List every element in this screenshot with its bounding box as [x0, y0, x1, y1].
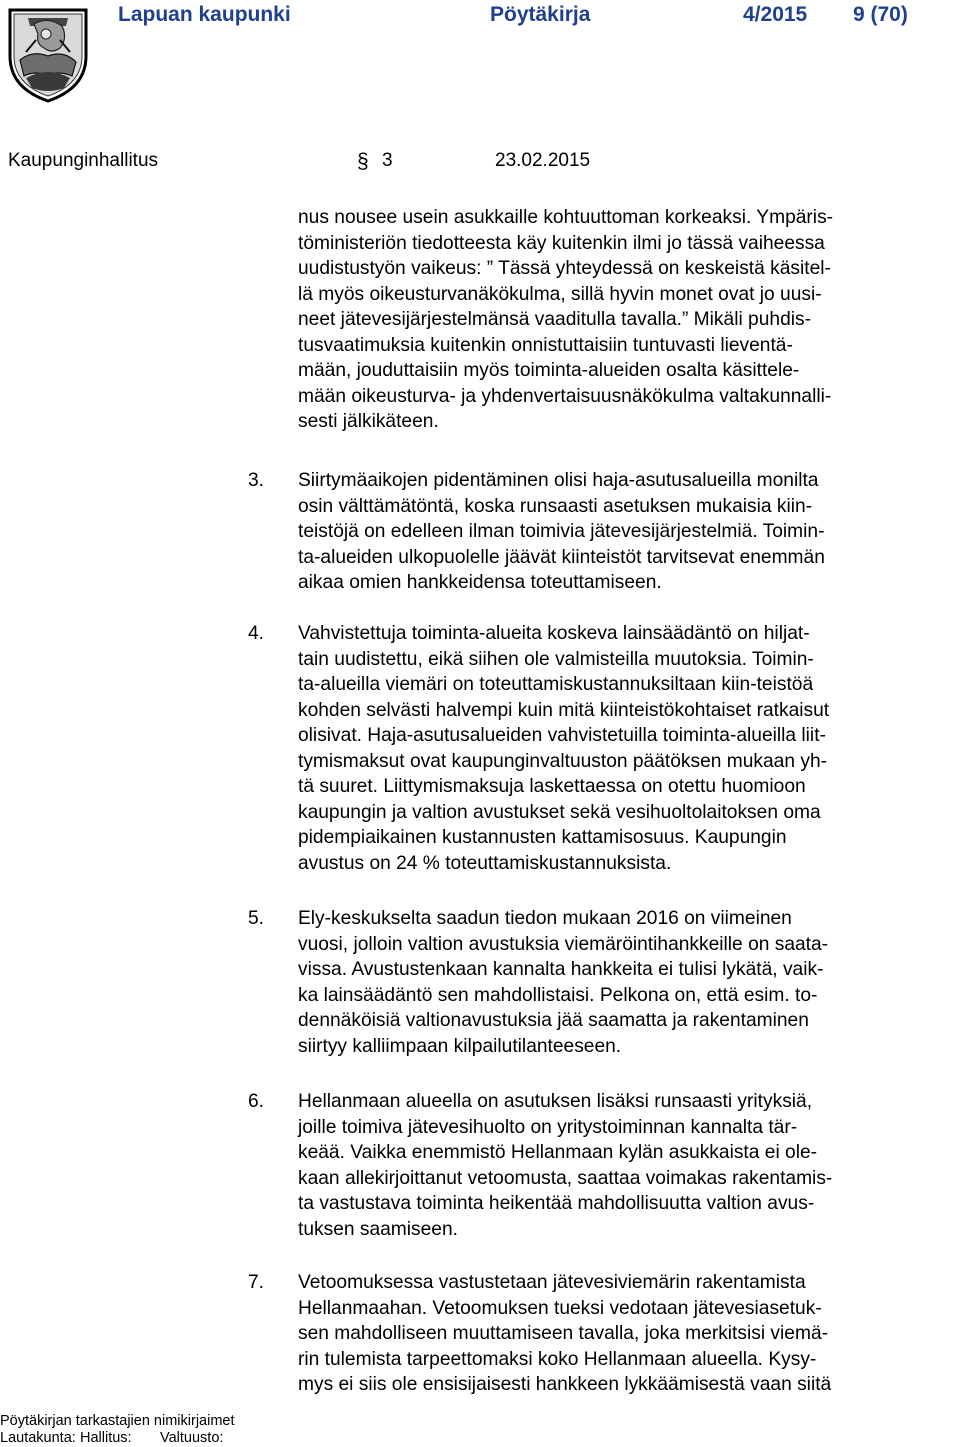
- text-line: ta vastustava toiminta heikentää mahdollisuutta valtion avus-: [298, 1193, 815, 1214]
- text-line: tymismaksut ovat kaupunginvaltuuston päätöksen mukaan yh-: [298, 750, 828, 772]
- text-line: neet jätevesijärjestelmänsä vaaditulla tavalla.” Mikäli puhdis-: [298, 309, 811, 330]
- item-number: 4.: [248, 623, 265, 644]
- text-line: mään oikeusturva- ja yhdenvertaisuusnäkökulma valtakunnalli-: [298, 385, 832, 407]
- text-line: töministeriön tiedotteesta käy kuitenkin ilmi jo tässä vaiheessa: [298, 232, 825, 254]
- text-line: siirtyy kalliimpaan kilpailutilanteeseen.: [298, 1035, 622, 1057]
- text-line: keää. Vaikka enemmistö Hellanmaan kylän asukkaista ei ole-: [298, 1142, 818, 1163]
- text-line: Hellanmaan alueella on asutuksen lisäksi runsaasti yrityksiä,: [298, 1091, 813, 1112]
- text-line: ta-alueiden ulkopuolelle jäävät kiinteistöt tarvitsevat enemmän: [298, 546, 825, 568]
- signature-footer: [0, 1413, 235, 1447]
- footer-labels: [0, 1430, 235, 1447]
- footer-label-council: Valtuusto:: [160, 1430, 224, 1446]
- text-line: lä myös oikeusturvanäkökulma, sillä hyvin monet ovat jo uusi-: [298, 283, 822, 305]
- text-line: mys ei siis ole ensisijaisesti hankkeen lykkäämisestä vaan siitä: [298, 1374, 832, 1395]
- text-line: olisivat. Haja-asutusalueiden vahvistetuilla toiminta-alueilla liit-: [298, 725, 826, 746]
- text-line: Hellanmaahan. Vetoomuksen tueksi vedotaan jätevesiasetuk-: [298, 1297, 822, 1319]
- text-line: dennäköisiä valtionavustuksia jää saamatta ja rakentaminen: [298, 1010, 809, 1031]
- intro-paragraph: [298, 205, 934, 435]
- text-line: mään, jouduttaisiin myös toiminta-alueiden osalta käsittele-: [298, 360, 800, 381]
- text-line: joille toimiva jätevesihuolto on yritystoiminnan kannalta tär-: [298, 1116, 798, 1138]
- coat-of-arms-logo: [6, 4, 90, 104]
- text-line: rin tulemista tarpeettomaksi koko Hellanmaan alueella. Kysy-: [298, 1348, 817, 1370]
- document-type: Pöytäkirja: [490, 3, 591, 26]
- text-line: ta-alueilla viemäri on toteuttamiskustannuksiltaan kiin-teistöä: [298, 674, 814, 695]
- text-line: aikaa omien hankkeidensa toteuttamiseen.: [298, 572, 662, 593]
- meeting-body: Kaupunginhallitus: [8, 150, 159, 171]
- text-line: avustus on 24 % toteuttamiskustannuksista.: [298, 852, 672, 874]
- text-line: Vetoomuksessa vastustetaan jätevesiviemärin rakentamista: [298, 1272, 806, 1293]
- text-line: tusvaatimuksia kuitenkin onnistuttaisiin tuntuvasti lieventä-: [298, 334, 793, 356]
- footer-label-board: Lautakunta:: [0, 1430, 76, 1446]
- text-line: teistöjä on edelleen ilman toimivia jätevesijärjestelmiä. Toimin-: [298, 521, 825, 542]
- text-line: sesti jälkikäteen.: [298, 411, 439, 432]
- document-number: 4/2015: [743, 3, 808, 26]
- text-line: sen mahdolliseen muuttamiseen tavalla, joka merkitsisi viemä-: [298, 1323, 829, 1344]
- text-line: kaan allekirjoittanut vetoomusta, saattaa voimakas rakentamis-: [298, 1167, 833, 1189]
- text-line: tä suuret. Liittymismaksuja laskettaessa on otettu huomioon: [298, 776, 806, 797]
- text-line: osin välttämätöntä, koska runsaasti asetuksen mukaisia kiin-: [298, 495, 813, 517]
- footer-label-government: Hallitus:: [80, 1430, 132, 1446]
- text-line: Vahvistettuja toiminta-alueita koskeva lainsäädäntö on hiljat-: [298, 623, 810, 644]
- item-number: 7.: [248, 1272, 265, 1293]
- text-line: vuosi, jolloin valtion avustuksia viemäröintihankkeille on saata-: [298, 933, 829, 955]
- item-number: 5.: [248, 908, 265, 929]
- organization-name: Lapuan kaupunki: [118, 3, 291, 26]
- section-number: 3: [382, 150, 393, 171]
- text-line: tain uudistettu, eikä siihen ole valmisteilla muutoksia. Toimin-: [298, 648, 814, 670]
- text-line: tuksen saamiseen.: [298, 1218, 458, 1240]
- text-line: vissa. Avustustenkaan kannalta hankkeita ei tulisi lykätä, vaik-: [298, 959, 824, 980]
- meeting-date: 23.02.2015: [495, 150, 591, 171]
- text-line: ka lainsäädäntö sen mahdollistaisi. Pelkona on, että esim. to-: [298, 984, 818, 1006]
- text-line: Siirtymäaikojen pidentäminen olisi haja-asutusalueilla monilta: [298, 470, 819, 491]
- text-line: nus nousee usein asukkaille kohtuuttoman korkeaksi. Ympäris-: [298, 207, 834, 228]
- section-sign: §: [357, 150, 369, 173]
- text-line: kaupungin ja valtion avustukset sekä vesihuoltolaitoksen oma: [298, 801, 821, 823]
- item-number: 3.: [248, 470, 265, 491]
- footer-title: Pöytäkirjan tarkastajien nimikirjaimet: [0, 1413, 235, 1429]
- text-line: kohden selvästi halvempi kuin mitä kiinteistökohtaiset ratkaisut: [298, 699, 830, 721]
- text-line: uudistustyön vaikeus: ” Tässä yhteydessä on keskeistä käsitel-: [298, 258, 831, 279]
- page-number: 9 (70): [853, 3, 908, 26]
- item-number: 6.: [248, 1091, 265, 1112]
- text-line: pidempiaikainen kustannusten kattamisosuus. Kaupungin: [298, 827, 787, 848]
- text-line: Ely-keskukselta saadun tiedon mukaan 2016 on viimeinen: [298, 908, 792, 929]
